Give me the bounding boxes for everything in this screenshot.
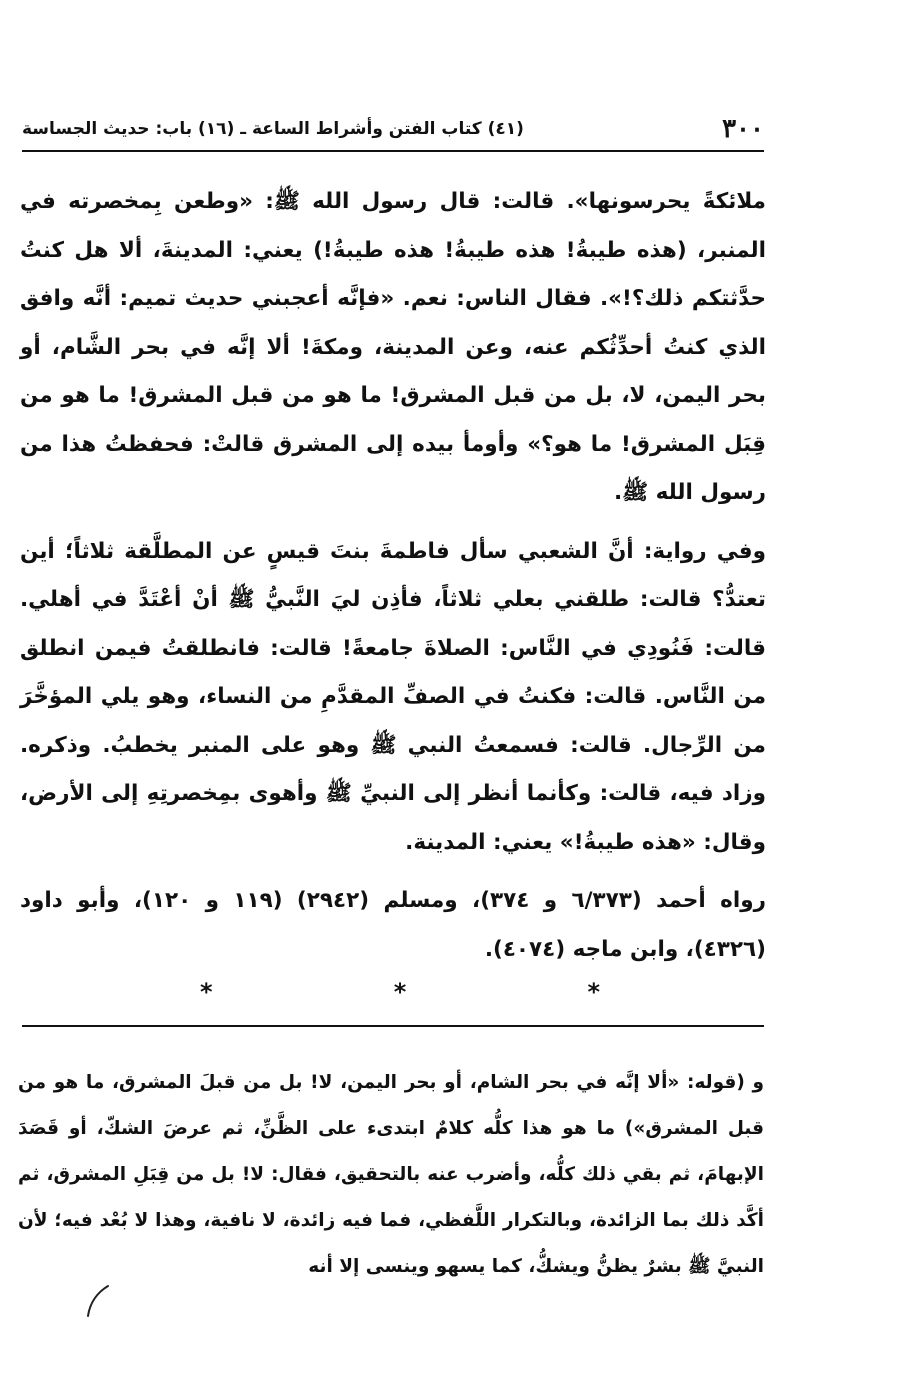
separator-star: * [393, 978, 407, 1006]
main-text [20, 178, 766, 974]
paragraph-hadith: ملائكةً يحرسونها». قالت: قال رسول الله ﷺ: «وطعن بِمخصرته في المنبر، (هذه طيبةُ! هذه طيبةُ! هذه طيبةُ!) يعني: المدينةَ، ألا هل كنتُ حدَّثتكم ذلك؟!». فقال الناس: نعم. «فإنَّه أعجبني حديث تميم: أنَّه وافق الذي كنتُ أحدِّثُكم عنه، وعن المدينة، ومكةَ! ألا إنَّه في بحر الشَّام، أو بحر اليمن، لا، بل من قبل المشرق! ما هو من قبل المشرق! ما هو من قِبَل المشرق! ما هو؟» وأومأ بيده إلى المشرق قالتْ: فحفظتُ هذا من رسول الله ﷺ. [20, 189, 766, 505]
handwritten-stroke-icon [80, 1282, 120, 1322]
paragraph-takhrij: رواه أحمد (٦/٣٧٣ و ٣٧٤)، ومسلم (٢٩٤٢) (١١٩ و ١٢٠)، وأبو داود (٤٣٢٦)، وابن ماجه (٤٠٧٤). [20, 888, 766, 962]
footnote [18, 1060, 764, 1290]
page-number: ٣٠٠ [722, 114, 764, 144]
separator-star: * [200, 978, 213, 1006]
separator-star: * [587, 978, 600, 1006]
section-separator [200, 978, 600, 1006]
footnote-text: و (قوله: «ألا إنَّه في بحر الشام، أو بحر اليمن، لا! بل من قبلَ المشرق، ما هو من قبل المشرق») ما هو هذا كلُّه كلامٌ ابتدىء على الظَّنِّ، ثم عرضَ الشكّ، أو قَصَدَ الإبهامَ، ثم بقي ذلك كلُّه، وأضرب عنه بالتحقيق، فقال: لا! بل من قِبَلِ المشرق، ثم أكَّد ذلك بما الزائدة، وبالتكرار اللَّفظي، فما فيه زائدة، لا نافية، وهذا لا بُعْد فيه؛ لأن النبيَّ ﷺ بشرٌ يظنُّ ويشكُّ، كما يسهو وينسى إلا أنه [18, 1072, 764, 1277]
header-rule [22, 150, 764, 152]
page-header [22, 112, 764, 146]
footnote-rule [22, 1025, 764, 1027]
running-head: (٤١) كتاب الفتن وأشراط الساعة ـ (١٦) باب: حديث الجساسة [22, 119, 524, 139]
paragraph-riwaya: وفي رواية: أنَّ الشعبي سأل فاطمةَ بنتَ قيسٍ عن المطلَّقة ثلاثاً؛ أين تعتدُّ؟ قالت: طلقني بعلي ثلاثاً، فأذِن ليَ النَّبيُّ ﷺ أنْ أعْتَدَّ في أهلي. قالت: فَنُودِي في النَّاس: الصلاةَ جامعةً! قالت: فانطلقتُ فيمن انطلق من النَّاس. قالت: فكنتُ في الصفِّ المقدَّمِ من النساء، وهو يلي المؤخَّرَ من الرِّجال. قالت: فسمعتُ النبي ﷺ وهو على المنبر يخطبُ. وذكره. وزاد فيه، قالت: وكأنما أنظر إلى النبيِّ ﷺ وأهوى بمِخصرتِهِ إلى الأرض، وقال: «هذه طيبةُ!» يعني: المدينة. [20, 538, 766, 855]
